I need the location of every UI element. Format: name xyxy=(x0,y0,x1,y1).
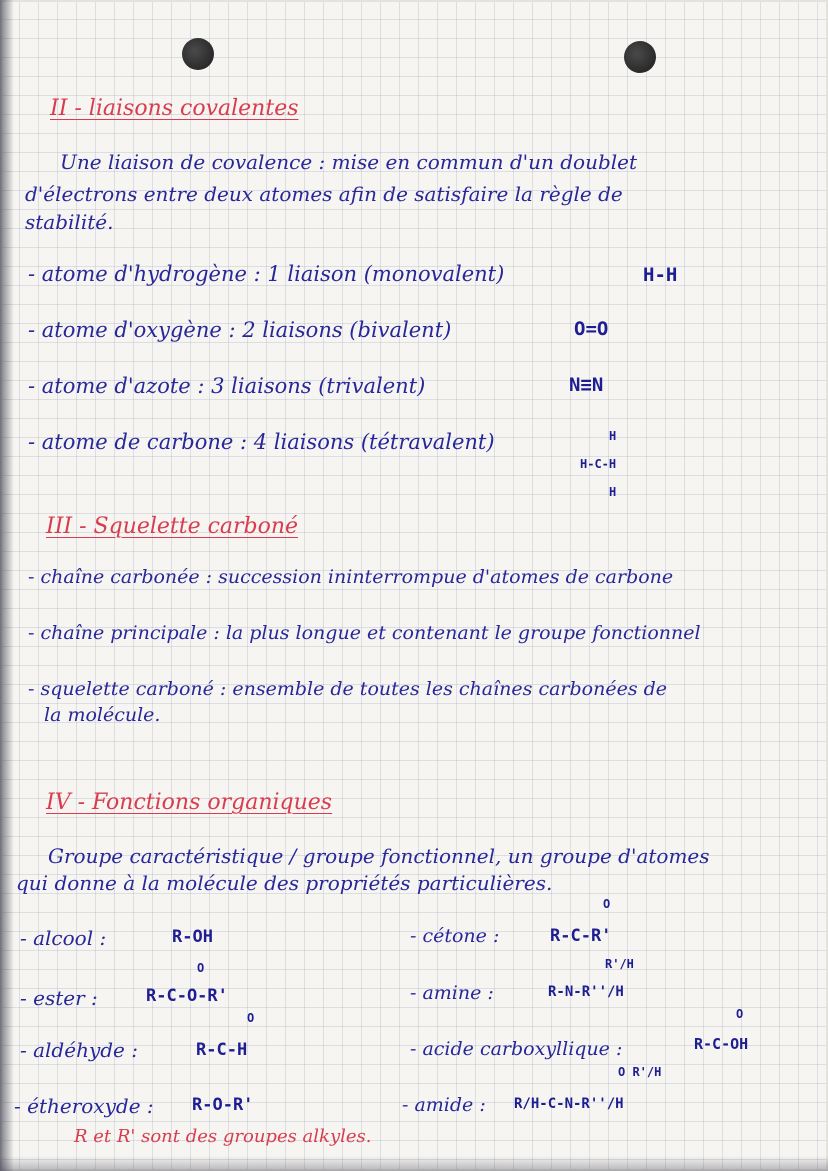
function-cetone-formula: R-C-R' xyxy=(550,926,612,946)
function-acid-formula: R-C-OH xyxy=(694,1035,749,1053)
list-item-skeleton: - squelette carboné : ensemble de toutes les chaînes carbonées de xyxy=(28,678,668,700)
list-item-nitrogen: - atome d'azote : 3 liaisons (trivalent) xyxy=(28,374,426,398)
function-amide-formula: R/H-C-N-R''/H xyxy=(514,1096,624,1112)
punch-hole-right xyxy=(624,41,656,73)
section-heading-covalent: II - liaisons covalentes xyxy=(50,96,299,121)
list-item-main-chain: - chaîne principale : la plus longue et contenant le groupe fonctionnel xyxy=(28,622,701,644)
formula-ch4-bottom: H xyxy=(609,485,617,499)
function-alcool-label: - alcool : xyxy=(20,926,107,950)
formula-ch4-top: H xyxy=(609,429,617,443)
function-amine-label: - amine : xyxy=(410,982,494,1004)
section-heading-skeleton: III - Squelette carboné xyxy=(46,514,299,539)
formula-o2: O=O xyxy=(574,318,609,340)
function-amine-top: R'/H xyxy=(605,957,634,971)
footnote-alkyl: R et R' sont des groupes alkyles. xyxy=(74,1126,372,1147)
formula-n2: N≡N xyxy=(569,374,604,396)
intro-line: qui donne à la molécule des propriétés particulières. xyxy=(16,871,553,895)
function-aldehyde-label: - aldéhyde : xyxy=(20,1038,138,1062)
list-item-carbon: - atome de carbone : 4 liaisons (tétravalent) xyxy=(28,430,495,454)
page-left-shadow xyxy=(0,0,14,1171)
intro-line: d'électrons entre deux atomes afin de satisfaire la règle de xyxy=(25,182,623,206)
function-ester-top: O xyxy=(197,961,205,975)
function-ether-label: - étheroxyde : xyxy=(14,1094,154,1118)
function-ester-label: - ester : xyxy=(20,986,98,1010)
function-amide-label: - amide : xyxy=(402,1094,486,1116)
list-item-skeleton-cont: la molécule. xyxy=(44,704,161,726)
function-aldehyde-top: O xyxy=(247,1011,255,1025)
intro-line: Groupe caractéristique / groupe fonctionnel, un groupe d'atomes xyxy=(48,844,710,868)
intro-line: Une liaison de covalence : mise en commun d'un doublet xyxy=(60,150,638,174)
formula-h2: H-H xyxy=(643,264,678,286)
list-item-oxygen: - atome d'oxygène : 2 liaisons (bivalent) xyxy=(28,318,452,342)
function-ester-formula: R-C-O-R' xyxy=(146,986,228,1006)
section-heading-functions: IV - Fonctions organiques xyxy=(46,790,333,815)
function-acid-top: O xyxy=(736,1007,744,1021)
formula-ch4-middle: H-C-H xyxy=(580,457,617,471)
function-alcool-formula: R-OH xyxy=(172,927,213,947)
function-cetone-label: - cétone : xyxy=(410,925,500,947)
function-aldehyde-formula: R-C-H xyxy=(196,1040,248,1060)
function-acid-label: - acide carboxyllique : xyxy=(410,1038,623,1060)
function-ether-formula: R-O-R' xyxy=(192,1095,254,1115)
function-amine-formula: R-N-R''/H xyxy=(548,984,624,1000)
intro-line: stabilité. xyxy=(25,210,114,234)
punch-hole-left xyxy=(182,38,214,70)
function-cetone-top: O xyxy=(603,897,611,911)
list-item-hydrogen: - atome d'hydrogène : 1 liaison (monovalent) xyxy=(28,262,505,286)
list-item-chain: - chaîne carbonée : succession ininterrompue d'atomes de carbone xyxy=(28,566,674,588)
function-amide-top: O R'/H xyxy=(618,1065,662,1079)
page-bottom-shadow xyxy=(0,1156,828,1171)
